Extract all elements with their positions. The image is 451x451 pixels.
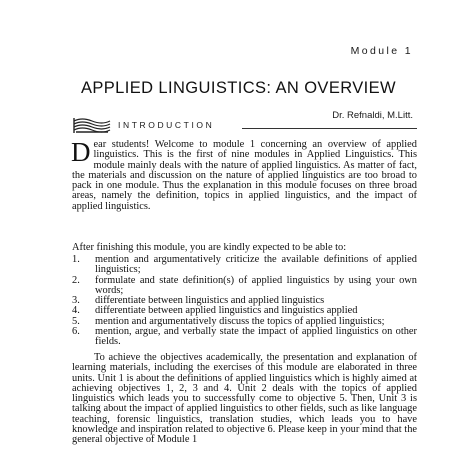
objectives-list <box>72 255 417 348</box>
introduction-heading: INTRODUCTION <box>118 120 215 130</box>
intro-paragraph <box>71 137 417 212</box>
list-item: 5. mention and argumentatively discuss the topics of applied linguistics; <box>72 315 385 327</box>
list-item: 3. differentiate between linguistics and applied linguistics <box>72 295 325 307</box>
page-title: APPLIED LINGUISTICS: AN OVERVIEW <box>80 79 397 97</box>
module-label: Module 1 <box>350 45 413 57</box>
list-item: 1. mention and argumentatively criticize the available definitions of applied linguistics; <box>72 254 417 276</box>
introduction-header <box>72 115 417 137</box>
list-item: 2. formulate and state definition(s) of applied linguistics by using your own words; <box>72 274 417 296</box>
author-name: Dr. Refnaldi, M.Litt. <box>332 110 413 121</box>
heading-rule <box>242 128 417 129</box>
drop-cap: D <box>71 137 91 167</box>
list-item: 6. mention, argue, and verbally state the impact of applied linguistics on other fields. <box>72 326 417 348</box>
units-paragraph: To achieve the objectives academically, the presentation and explanation of learning materials, including the exercises of this module are elaborated in three units. Unit 1 is about the definitions of applied linguistics which is highly aimed at achieving objectives 1, 2, 3 and 4. Unit 2 deals with the topics of applied linguistics which leads you to successfully come to objective 5. Then, Unit 3 is talking about the impact of applied linguistics to other fields, such as like language teaching, forensic linguistics, translation studies, which leads you to have knowledge and inspiration related to objective 6. Please keep in your mind that the general objective of Module 1 <box>72 352 417 446</box>
intro-paragraph-text: ear students! Welcome to module 1 concerning an overview of applied linguistics. This is the first of nine modules in Applied Linguistics. This module mainly deals with the nature of applied linguistics. As matter of fact, the materials and discussion on the nature of applied linguistics are too broad to pack in one module. Thus the explanation in this module focuses on three broad areas, namely the definition, topics in applied linguistics, and the impact of applied linguistics. <box>72 139 417 212</box>
book-pages-icon <box>72 115 112 135</box>
objectives-lead: After finishing this module, you are kindly expected to be able to: <box>72 242 347 253</box>
list-item: 4. differentiate between applied linguistics and linguistics applied <box>72 305 358 317</box>
